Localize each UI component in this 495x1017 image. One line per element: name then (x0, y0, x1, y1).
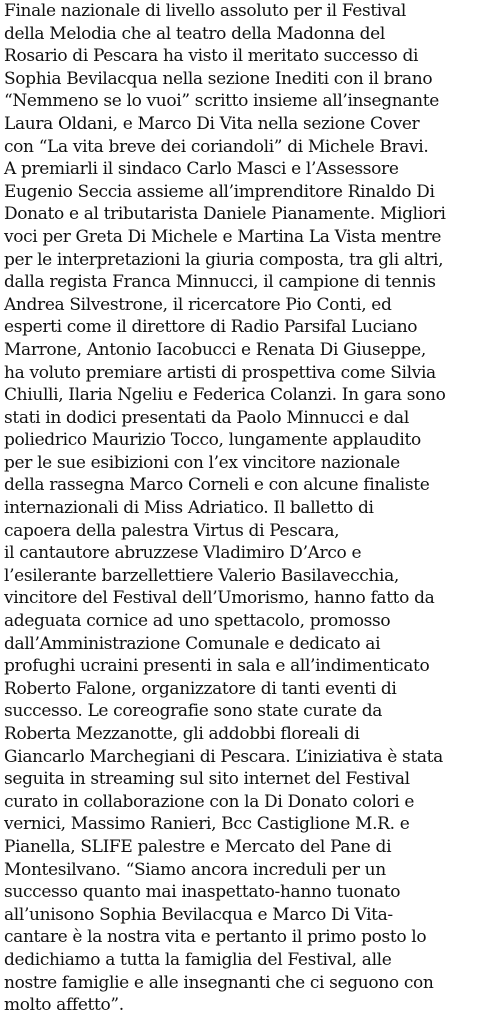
article-line: vernici, Massimo Ranieri, Bcc Castiglione M.R. e (4, 814, 410, 835)
article-line: Chiulli, Ilaria Ngeliu e Federica Colanzi. In gara sono (4, 385, 446, 406)
article-line: successo quanto mai inaspettato-hanno tuonato (4, 882, 401, 903)
article-line: Donato e al tributarista Daniele Pianamente. Migliori (4, 204, 446, 225)
article-line: internazionali di Miss Adriatico. Il balletto di (4, 498, 374, 519)
article-line: molto affetto”. (4, 995, 124, 1016)
article-line: cantare è la nostra vita e pertanto il primo posto lo (4, 927, 427, 948)
article-line: esperti come il direttore di Radio Parsifal Luciano (4, 317, 418, 338)
article-line: Roberto Falone, organizzatore di tanti eventi di (4, 678, 397, 699)
article-line: all’unisono Sophia Bevilacqua e Marco Di Vita- (4, 904, 393, 925)
article-line: capoera della palestra Virtus di Pescara, (4, 520, 340, 541)
article-line: per le interpretazioni la giuria composta, tra gli altri, (4, 249, 444, 270)
article-line: Pianella, SLIFE palestre e Mercato del Pane di (4, 836, 392, 857)
article-line: successo. Le coreografie sono state curate da (4, 701, 383, 722)
article-body (4, 0, 492, 1017)
article-line: Marrone, Antonio Iacobucci e Renata Di Giuseppe, (4, 339, 426, 360)
article-line: Andrea Silvestrone, il ricercatore Pio Conti, ed (4, 294, 392, 315)
article-line: adeguata cornice ad uno spettacolo, promosso (4, 611, 391, 632)
article-line: il cantautore abruzzese Vladimiro D’Arco e (4, 543, 362, 564)
article-line: Laura Oldani, e Marco Di Vita nella sezione Cover (4, 113, 420, 134)
article-line: Montesilvano. “Siamo ancora increduli per un (4, 859, 386, 880)
article-line: seguita in streaming sul sito internet del Festival (4, 769, 410, 790)
article-line: A premiarli il sindaco Carlo Masci e l’Assessore (4, 159, 399, 180)
article-line: dall’Amministrazione Comunale e dedicato ai (4, 633, 381, 654)
article-line: poliedrico Maurizio Tocco, lungamente applaudito (4, 430, 421, 451)
article-line: dalla regista Franca Minnucci, il campione di tennis (4, 272, 436, 293)
article-line: Giancarlo Marchegiani di Pescara. L’iniziativa è stata (4, 746, 443, 767)
article-line: voci per Greta Di Michele e Martina La Vista mentre (4, 226, 442, 247)
article-line: stati in dodici presentati da Paolo Minnucci e dal (4, 407, 409, 428)
article-line: l’esilerante barzellettiere Valerio Basilavecchia, (4, 565, 399, 586)
article-line: Finale nazionale di livello assoluto per il Festival (4, 1, 407, 21)
article-line: curato in collaborazione con la Di Donato colori e (4, 791, 415, 812)
article-line: della rassegna Marco Corneli e con alcune finaliste (4, 475, 430, 496)
article-line: “Nemmeno se lo vuoi” scritto insieme all’insegnante (4, 91, 439, 112)
article-line: Rosario di Pescara ha visto il meritato successo di (4, 46, 419, 67)
article-line: Roberta Mezzanotte, gli addobbi floreali di (4, 724, 360, 744)
article-line: ha voluto premiare artisti di prospettiva come Silvia (4, 362, 436, 383)
article-line: per le sue esibizioni con l’ex vincitore nazionale (4, 452, 400, 473)
article-line: dedichiamo a tutta la famiglia del Festival, alle (4, 949, 392, 970)
article-line: Sophia Bevilacqua nella sezione Inediti con il brano (4, 68, 433, 89)
article-line: della Melodia che al teatro della Madonna del (4, 23, 385, 44)
article-line: nostre famiglie e alle insegnanti che ci seguono con (4, 972, 434, 993)
article-line: profughi ucraini presenti in sala e all’indimenticato (4, 656, 430, 677)
article-line: Eugenio Seccia assieme all’imprenditore Rinaldo Di (4, 181, 435, 202)
article-line: vincitore del Festival dell’Umorismo, hanno fatto da (4, 588, 435, 609)
article-line: con “La vita breve dei coriandoli” di Michele Bravi. (4, 136, 429, 157)
